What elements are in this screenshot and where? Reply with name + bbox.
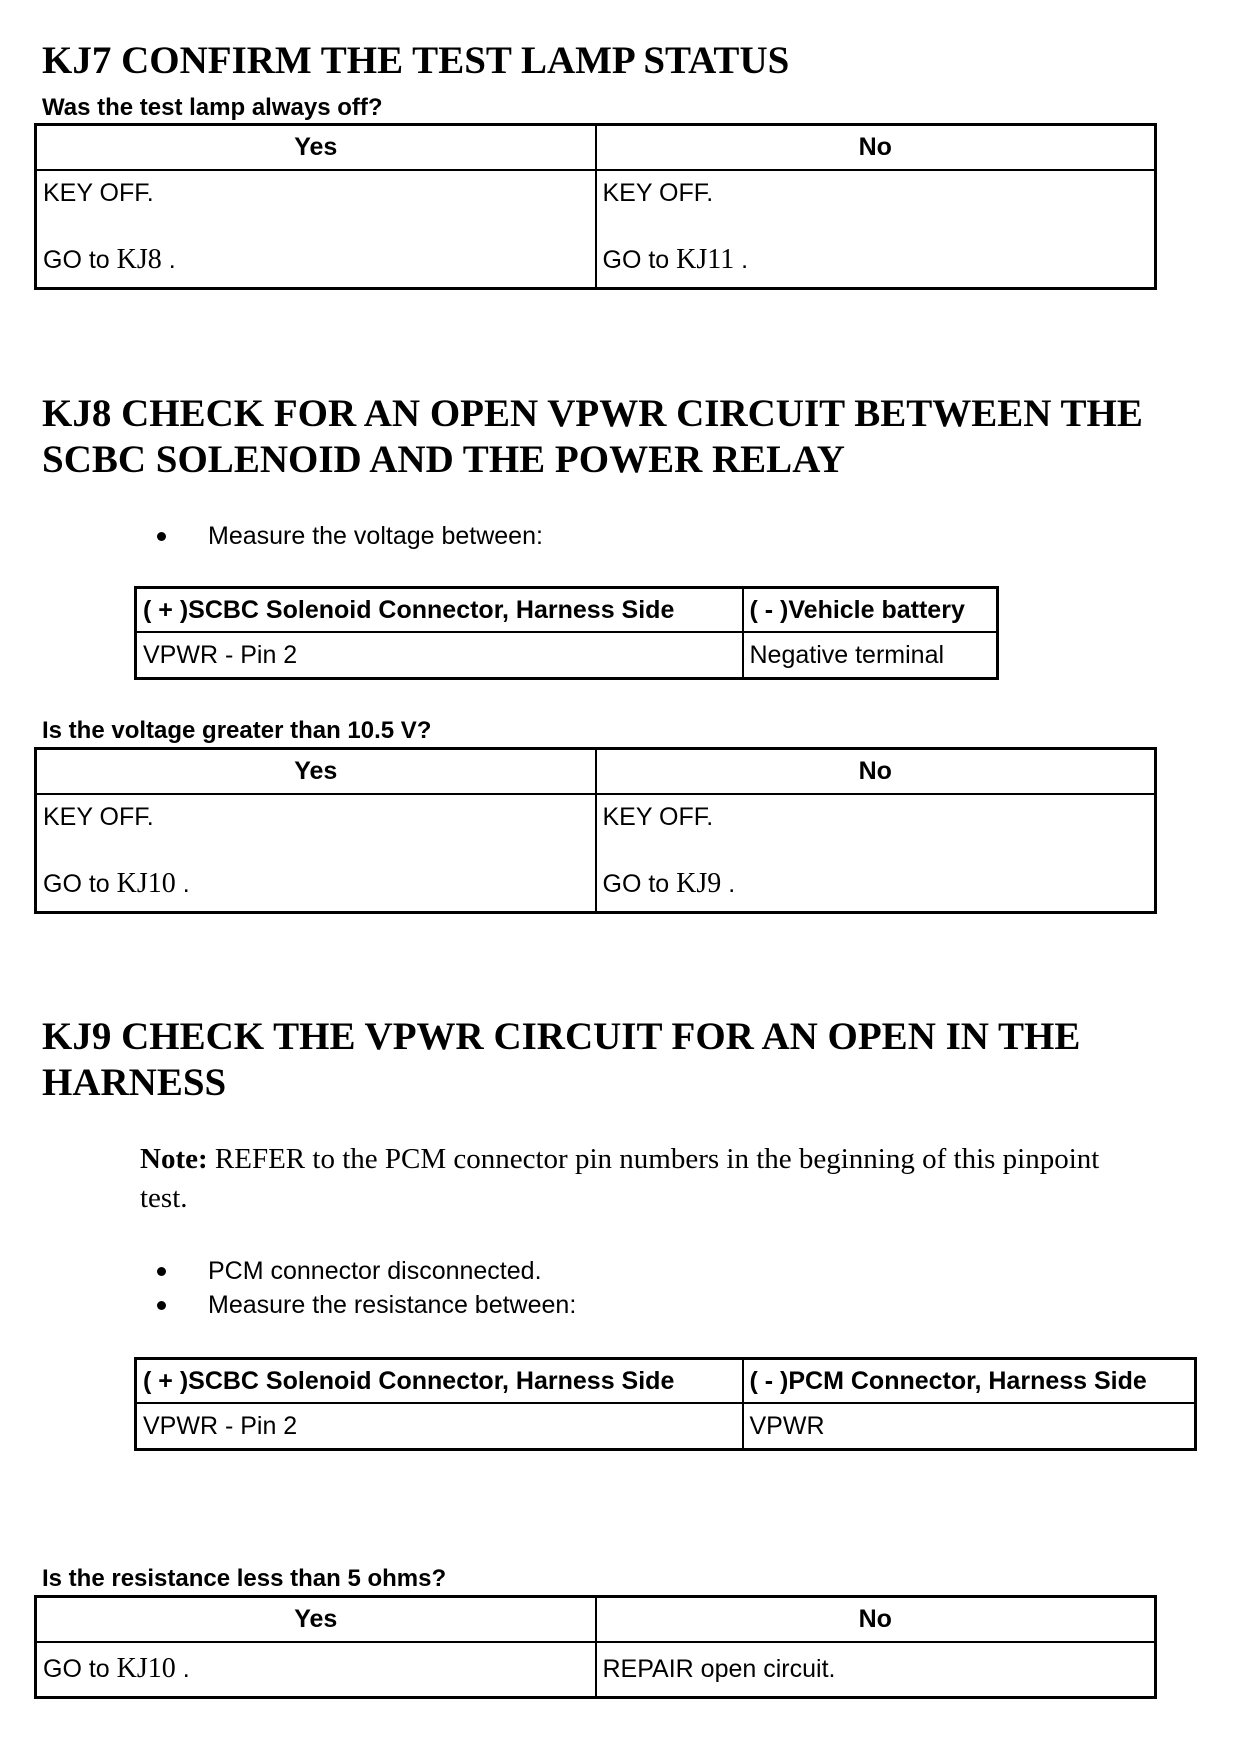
goto-suffix: . — [182, 1655, 190, 1684]
bullet-list-kj8 — [157, 519, 543, 553]
yes-header: Yes — [36, 125, 596, 171]
question-kj9: Is the resistance less than 5 ohms? — [42, 1565, 447, 1592]
measure-table-kj8 — [134, 586, 999, 680]
section-title-kj9: KJ9 CHECK THE VPWR CIRCUIT FOR AN OPEN IN THE HARNESS — [42, 1015, 1081, 1104]
yes-cell — [36, 794, 596, 912]
measure-header-positive: ( + )SCBC Solenoid Connector, Harness Side — [136, 588, 743, 633]
measure-header-negative: ( - )Vehicle battery — [743, 588, 998, 633]
measure-header-positive: ( + )SCBC Solenoid Connector, Harness Side — [136, 1359, 743, 1404]
no-goto — [603, 244, 1149, 276]
goto-prefix: GO to — [43, 246, 110, 274]
answer-table-kj7 — [34, 123, 1157, 290]
bullet-item: Measure the resistance between: — [157, 1288, 576, 1322]
no-header: No — [596, 1597, 1156, 1643]
section-title-kj7: KJ7 CONFIRM THE TEST LAMP STATUS — [42, 39, 790, 82]
goto-link-kj8[interactable]: KJ8 — [116, 244, 162, 275]
measure-cell-positive: VPWR - Pin 2 — [136, 632, 743, 679]
goto-prefix: GO to — [43, 1655, 110, 1684]
yes-cell — [36, 1642, 596, 1697]
no-header: No — [596, 749, 1156, 795]
yes-goto — [43, 1655, 190, 1683]
note-block — [140, 1140, 1140, 1218]
yes-header: Yes — [36, 749, 596, 795]
no-cell — [596, 170, 1156, 288]
yes-goto — [43, 244, 589, 276]
yes-header: Yes — [36, 1597, 596, 1643]
goto-link-kj10[interactable]: KJ10 — [116, 868, 176, 899]
goto-link-kj10[interactable]: KJ10 — [116, 1653, 176, 1685]
measure-cell-negative: Negative terminal — [743, 632, 998, 679]
yes-action: KEY OFF. — [43, 803, 154, 831]
question-kj7: Was the test lamp always off? — [42, 94, 383, 121]
bullet-list-kj9 — [157, 1254, 576, 1322]
measure-cell-negative: VPWR — [743, 1403, 1196, 1450]
no-cell — [596, 794, 1156, 912]
no-action: KEY OFF. — [602, 179, 714, 207]
yes-action: KEY OFF. — [43, 179, 154, 207]
measure-header-negative: ( - )PCM Connector, Harness Side — [743, 1359, 1196, 1404]
no-action: REPAIR open circuit. — [602, 1654, 836, 1683]
yes-goto — [43, 868, 589, 900]
goto-prefix: GO to — [43, 870, 110, 898]
goto-suffix: . — [728, 870, 736, 898]
goto-suffix: . — [741, 246, 749, 274]
no-action: KEY OFF. — [602, 803, 714, 831]
yes-cell — [36, 170, 596, 288]
goto-prefix: GO to — [602, 246, 670, 274]
goto-link-kj9[interactable]: KJ9 — [676, 868, 722, 899]
question-kj8: Is the voltage greater than 10.5 V? — [42, 717, 432, 744]
section-title-kj8: KJ8 CHECK FOR AN OPEN VPWR CIRCUIT BETWEEN THE SCBC SOLENOID AND THE POWER RELAY — [42, 392, 1143, 481]
note-label: Note: — [140, 1143, 208, 1175]
goto-prefix: GO to — [602, 870, 670, 898]
bullet-item: PCM connector disconnected. — [157, 1254, 576, 1288]
no-cell — [596, 1642, 1156, 1697]
no-goto — [603, 868, 1149, 900]
note-text: REFER to the PCM connector pin numbers in the beginning of this pinpoint test. — [140, 1143, 1100, 1214]
answer-table-kj8 — [34, 747, 1157, 914]
measure-cell-positive: VPWR - Pin 2 — [136, 1403, 743, 1450]
goto-link-kj11[interactable]: KJ11 — [676, 244, 735, 275]
measure-table-kj9 — [134, 1357, 1197, 1451]
goto-suffix: . — [168, 246, 176, 274]
answer-table-kj9 — [34, 1595, 1157, 1699]
no-header: No — [596, 125, 1156, 171]
bullet-item: Measure the voltage between: — [157, 519, 543, 553]
goto-suffix: . — [182, 870, 190, 898]
